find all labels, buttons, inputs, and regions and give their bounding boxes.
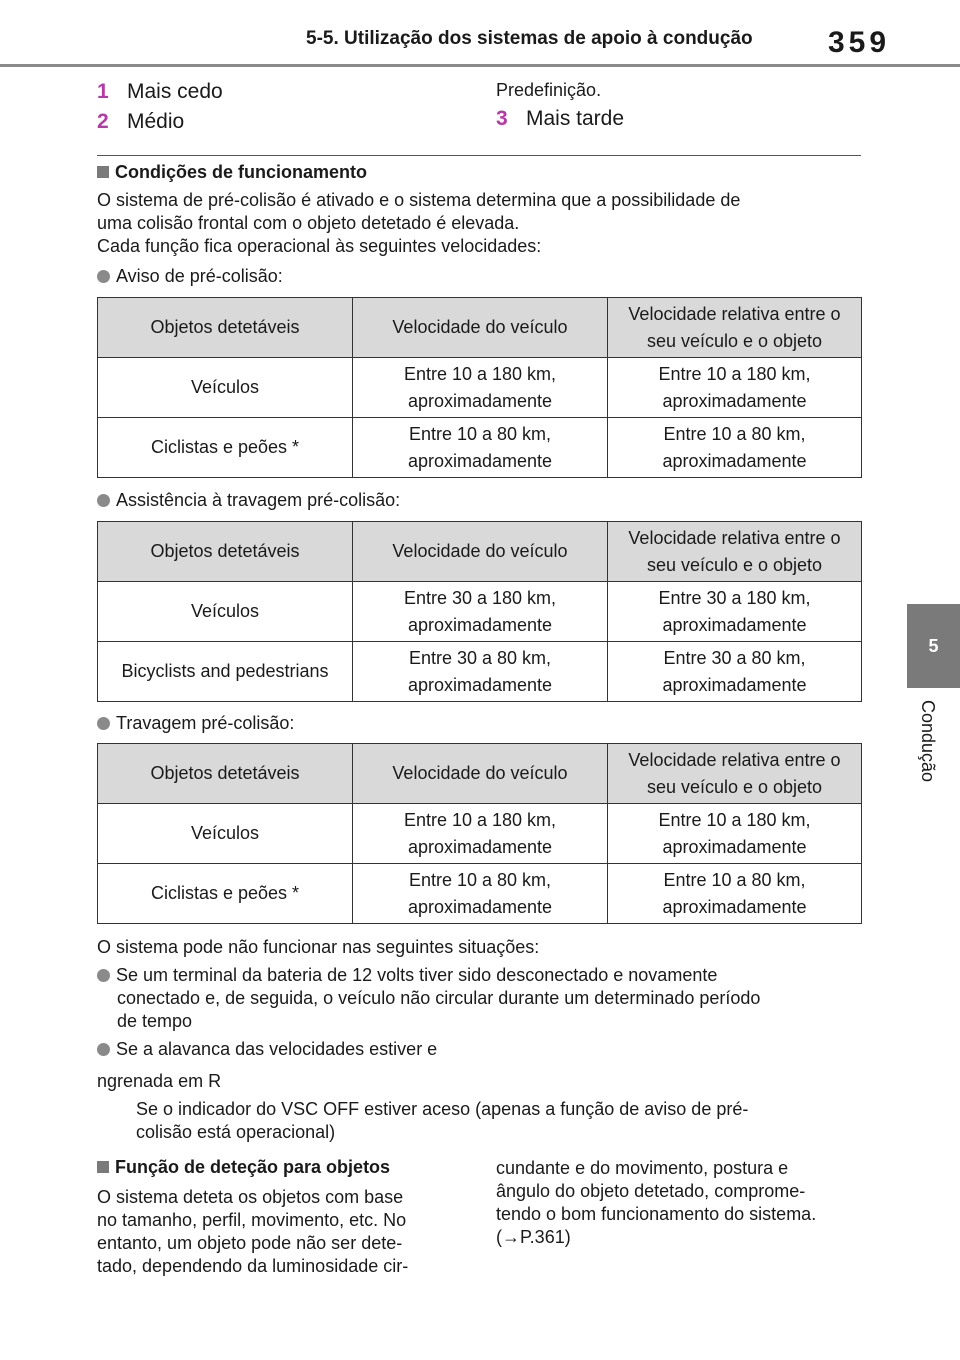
table-row <box>98 418 862 478</box>
table-header-cell: Velocidade do veículo <box>353 744 608 804</box>
bullet-dot-icon <box>97 1043 110 1056</box>
table-row <box>98 804 862 864</box>
page-number: 359 <box>828 26 891 59</box>
table-row <box>98 864 862 924</box>
indented-line: colisão está operacional) <box>136 1122 336 1142</box>
list-number: 3 <box>496 107 508 130</box>
table-cell: Entre 10 a 180 km, aproximadamente <box>353 358 608 418</box>
list-item-3 <box>496 107 624 131</box>
paragraph-line: entanto, um objeto pode não ser dete- <box>97 1233 403 1253</box>
list-item-2 <box>97 110 184 134</box>
table-row <box>98 642 862 702</box>
bullet-item <box>97 964 717 987</box>
paragraph-line: uma colisão frontal com o objeto detetado é elevada. <box>97 213 520 233</box>
heading-text: Função de deteção para objetos <box>115 1157 391 1177</box>
square-bullet-icon <box>97 166 109 178</box>
table-cell: Entre 10 a 80 km, aproximadamente <box>608 864 862 924</box>
paragraph-line: tado, dependendo da luminosidade cir- <box>97 1256 409 1276</box>
bullet-item <box>97 1038 437 1061</box>
table-header-cell: Velocidade relativa entre o seu veículo e o objeto <box>608 298 862 358</box>
table-header-cell: Objetos detetáveis <box>98 522 353 582</box>
table-cell: Entre 10 a 80 km, aproximadamente <box>608 418 862 478</box>
heading-text: Condições de funcionamento <box>115 162 368 182</box>
paragraph-line: tendo o bom funcionamento do sistema. <box>496 1204 817 1224</box>
paragraph-line: cundante e do movimento, postura e <box>496 1158 789 1178</box>
bullet-continuation: de tempo <box>117 1011 193 1031</box>
paragraph-line: ngrenada em R <box>97 1071 222 1091</box>
bullet-dot-icon <box>97 969 110 982</box>
list-text: Mais tarde <box>526 107 625 130</box>
table-header-cell: Objetos detetáveis <box>98 744 353 804</box>
table-header-row <box>98 298 862 358</box>
speed-table-warning <box>97 297 862 478</box>
bullet-text: Se a alavanca das velocidades estiver e <box>116 1039 438 1059</box>
table-cell: Entre 10 a 80 km, aproximadamente <box>353 864 608 924</box>
table-cell: Entre 10 a 180 km, aproximadamente <box>608 358 862 418</box>
table-header-row <box>98 744 862 804</box>
list-number: 1 <box>97 80 109 103</box>
paragraph-line: O sistema de pré-colisão é ativado e o sistema determina que a possibilidade de <box>97 190 741 210</box>
table-cell: Veículos <box>98 582 353 642</box>
list-number: 2 <box>97 110 109 133</box>
speed-table-brake-assist <box>97 521 862 702</box>
chapter-tab-label <box>908 700 948 800</box>
section-heading-detection <box>97 1157 390 1178</box>
paragraph-line: no tamanho, perfil, movimento, etc. No <box>97 1210 407 1230</box>
table-cell: Entre 30 a 80 km, aproximadamente <box>608 642 862 702</box>
table-header-cell: Velocidade relativa entre o seu veículo e o objeto <box>608 522 862 582</box>
paragraph-line: O sistema deteta os objetos com base <box>97 1187 404 1207</box>
paragraph-line: ângulo do objeto detetado, comprome- <box>496 1181 806 1201</box>
table-header-cell: Velocidade do veículo <box>353 522 608 582</box>
table-cell: Veículos <box>98 358 353 418</box>
header-divider <box>0 64 960 67</box>
table-cell: Ciclistas e peões * <box>98 418 353 478</box>
bullet-item <box>97 489 400 512</box>
table-cell: Entre 10 a 180 km, aproximadamente <box>353 804 608 864</box>
paragraph-line: Cada função fica operacional às seguintes velocidades: <box>97 236 542 256</box>
table-cell: Entre 30 a 180 km, aproximadamente <box>608 582 862 642</box>
bullet-dot-icon <box>97 494 110 507</box>
bullet-item <box>97 712 294 735</box>
bullet-continuation: conectado e, de seguida, o veículo não circular durante um determinado período <box>117 988 761 1008</box>
table-row <box>98 582 862 642</box>
section-divider <box>97 155 861 156</box>
table-row <box>98 358 862 418</box>
section-heading-conditions <box>97 162 367 183</box>
section-title: 5-5. Utilização dos sistemas de apoio à condução <box>306 28 753 49</box>
list-text: Médio <box>127 110 185 133</box>
table-cell: Entre 10 a 80 km, aproximadamente <box>353 418 608 478</box>
table-header-cell: Velocidade do veículo <box>353 298 608 358</box>
bullet-text: Travagem pré-colisão: <box>116 713 295 733</box>
default-note: Predefinição. <box>496 80 602 100</box>
indented-line: Se o indicador do VSC OFF estiver aceso (apenas a função de aviso de pré- <box>136 1099 749 1119</box>
table-header-cell: Velocidade relativa entre o seu veículo e o objeto <box>608 744 862 804</box>
square-bullet-icon <box>97 1161 109 1173</box>
table-cell: Veículos <box>98 804 353 864</box>
bullet-item <box>97 265 283 288</box>
list-text: Mais cedo <box>127 80 223 103</box>
list-item-1 <box>97 80 223 104</box>
speed-table-braking <box>97 743 862 924</box>
bullet-dot-icon <box>97 717 110 730</box>
chapter-tab-label-text: Condução <box>918 700 938 783</box>
bullet-text: Se um terminal da bateria de 12 volts tiver sido desconectado e novamente <box>116 965 718 985</box>
bullet-dot-icon <box>97 270 110 283</box>
bullet-text: Aviso de pré-colisão: <box>116 266 283 286</box>
table-header-cell: Objetos detetáveis <box>98 298 353 358</box>
table-header-row <box>98 522 862 582</box>
table-cell: Bicyclists and pedestrians <box>98 642 353 702</box>
table-cell: Entre 30 a 180 km, aproximadamente <box>353 582 608 642</box>
bullet-text: Assistência à travagem pré-colisão: <box>116 490 401 510</box>
paragraph-line: O sistema pode não funcionar nas seguintes situações: <box>97 937 540 957</box>
page-reference: (→P.361) <box>496 1227 571 1247</box>
chapter-tab-number: 5 <box>907 604 960 688</box>
table-cell: Entre 10 a 180 km, aproximadamente <box>608 804 862 864</box>
table-cell: Ciclistas e peões * <box>98 864 353 924</box>
table-cell: Entre 30 a 80 km, aproximadamente <box>353 642 608 702</box>
